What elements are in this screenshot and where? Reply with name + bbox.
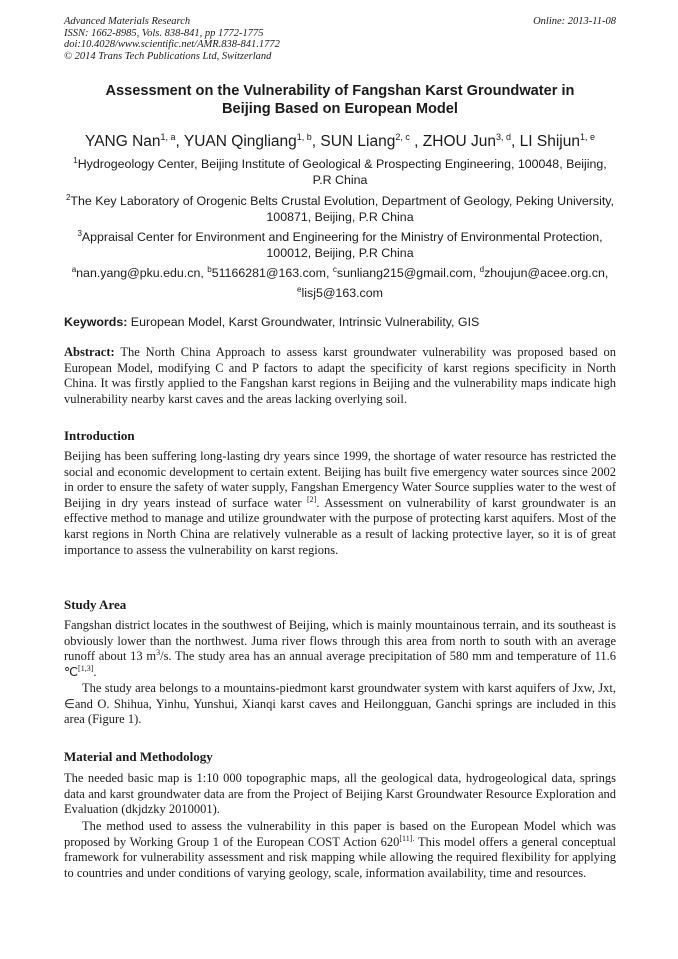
keywords-label: Keywords: [64, 315, 128, 329]
author-name: YANG Nan [85, 133, 161, 150]
citation-ref[interactable]: [11]. [399, 833, 415, 843]
affiliation-line-2: 100012, Beijing, P.R China [266, 245, 414, 260]
citation-ref[interactable]: [1,3] [78, 663, 94, 673]
title-line-2: Beijing Based on European Model [222, 101, 458, 117]
section-heading-methodology: Material and Methodology [64, 749, 213, 764]
author-superscript: 1, b [296, 132, 312, 142]
author-list [40, 128, 640, 151]
email-list: $^a$nan.yang@pku.edu.cn, $^b$51166281@163.com, $^c$sunliang215@gmail.com, $^d$zhoujun@acee.org.cn, $^e$lisj5@163.com [71, 265, 609, 300]
email-d[interactable]: zhoujun@acee.org.cn, [484, 266, 609, 280]
author-name: ZHOU Jun [422, 133, 497, 150]
author-separator: , [511, 133, 520, 150]
doi-line[interactable]: doi:10.4028/www.scientific.net/AMR.838-841.1772 [64, 39, 280, 50]
abstract [64, 345, 616, 407]
affiliation-line-1: Hydrogeology Center, Beijing Institute of Geological & Prospecting Engineering, 100048, Beijing, [77, 157, 607, 171]
affiliation-3 [64, 226, 616, 261]
paper-title [64, 82, 616, 118]
affiliation-number: 3 [77, 229, 82, 238]
methodology-paragraph-2: The method used to assess the vulnerability in this paper is based on the European Model which was proposed by Working Group 1 of the European COST Action $620^{[11].}$ This model offers a general conceptual framework for vulnerability assessment and risk mapping while allowing the required flexibility for applying to countries and under conditions of varying geology, scale, information availability, time and resources. [64, 819, 616, 880]
introduction-paragraph: Beijing has been suffering long-lasting dry years since 1999, the shortage of water resource has restricted the social and economic development to certain extent. Beijing has built five emergency water sources since 2002 in order to ensure the safety of water supply, Fangshan Emergency Water Source supplies water to the west of Beijing in dry years instead of surface water [2]. Assessment on vulnerability of karst groundwater is an effective method to manage and utilize groundwater with the purpose of protecting karst aquifers. Most of the karst regions in North China are relatively vulnerable as a result of lacking protective layer, so it is of great importance to assess the vulnerability on karst regions. [64, 449, 616, 557]
affiliation-1 [64, 153, 616, 188]
email-b[interactable]: 51166281@163.com, [211, 266, 333, 280]
author-superscript: 1, a [160, 132, 176, 142]
email-e[interactable]: lisj5@163.com [301, 285, 383, 300]
email-a[interactable]: nan.yang@pku.edu.cn, [76, 266, 208, 280]
keywords-text: European Model, Karst Groundwater, Intrinsic Vulnerability, GIS [127, 315, 480, 329]
affiliation-line-2: 100871, Beijing, P.R China [266, 209, 414, 224]
copyright-line: © 2014 Trans Tech Publications Ltd, Switzerland [64, 50, 272, 62]
issn-line: ISSN: 1662-8985, Vols. 838-841, pp 1772-1775 [64, 27, 264, 39]
online-date: Online: 2013-11-08 [533, 16, 616, 27]
citation-ref[interactable]: [2] [307, 494, 317, 504]
journal-name: Advanced Materials Research [64, 16, 191, 27]
email-c[interactable]: sunliang215@gmail.com, [336, 266, 480, 280]
affiliation-line-1: Appraisal Center for Environment and Engineering for the Ministry of Environmental Protection, [81, 230, 603, 244]
author-separator: , [311, 133, 321, 150]
journal-header [64, 16, 616, 62]
methodology-paragraph-1: The needed basic map is 1:10 000 topographic maps, all the geological data, hydrogeological data, springs data and karst groundwater data are from the Project of Beijing Karst Groundwater Resource Exploration and Evaluation (dkjdzky 2010001). [64, 771, 616, 817]
title-line-1: Assessment on the Vulnerability of Fangshan Karst Groundwater in [105, 83, 575, 99]
abstract-label: Abstract: [64, 345, 115, 359]
affiliation-line-1: The Key Laboratory of Orogenic Belts Crustal Evolution, Department of Geology, Peking University, [70, 194, 615, 208]
study-area-paragraph-2: The study area belongs to a mountains-piedmont karst groundwater system with karst aquifers of Jxw, Jxt, ∈and O. Shihua, Yinhu, Yunshui, Xianqi karst caves and Heilongguan, Ganchi springs are included in this area (Figure 1). [64, 681, 616, 727]
author-separator: , [175, 133, 184, 150]
author-separator: , [409, 133, 423, 150]
author-superscript: 3, d [496, 132, 512, 142]
study-area-paragraph-1: Fangshan district locates in the southwest of Beijing, which is mainly mountainous terrain, and its southeast is obviously lower than the northwest. Juma river flows through this area from north to south with an average runoff about 13 $m^3/s$. The study area has an annual average precipitation of 580 mm and temperature of 11.6 ℃[1,3]. [64, 618, 616, 679]
author-name: SUN Liang [320, 133, 396, 150]
affiliation-line-2: P.R China [312, 172, 368, 187]
section-heading-introduction: Introduction [64, 428, 135, 443]
keywords [64, 315, 616, 330]
section-heading-study-area: Study Area [64, 597, 127, 612]
affiliation-number: 1 [73, 156, 78, 165]
affiliation-number: 2 [65, 193, 71, 202]
author-name: YUAN Qingliang [183, 133, 297, 150]
affiliation-2 [64, 190, 616, 225]
abstract-text: The North China Approach to assess karst groundwater vulnerability was proposed based on European Model, modifying C and P factors to adapt the specificity of karst regions specificity in North China. It was firstly applied to the Fangshan karst regions in Beijing and the vulnerability maps indicate high vulnerability nearby karst caves and the areas lacking overlying soil. [64, 345, 616, 406]
author-superscript: 2, c [395, 132, 410, 142]
author-superscript: 1, e [579, 132, 595, 142]
author-name: LI Shijun [519, 133, 580, 150]
